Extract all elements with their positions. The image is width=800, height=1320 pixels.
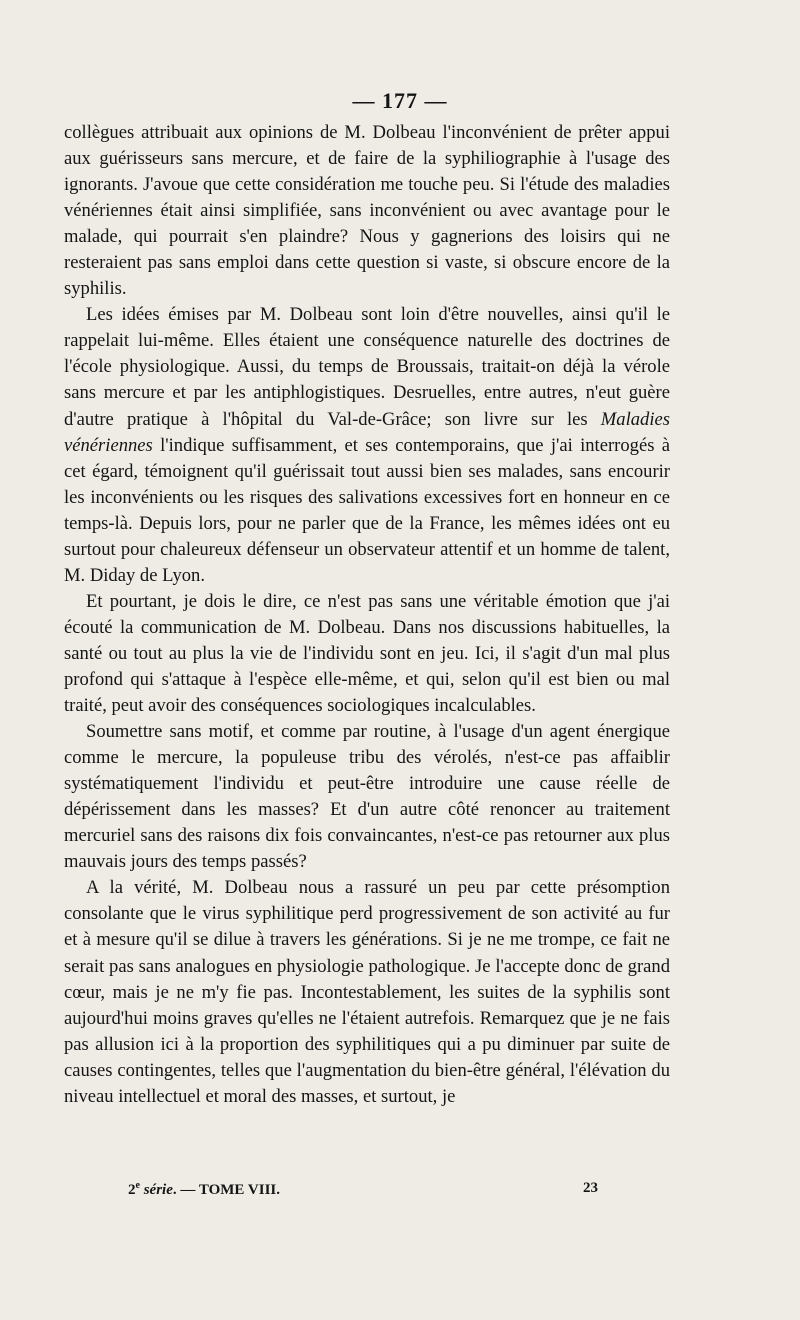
paragraph-5 [64,875,670,1109]
body-text [64,120,670,1110]
page-number: — 177 — [352,88,448,113]
paragraph-text: Les idées émises par M. Dolbeau sont loin d'être nouvelles, ainsi qu'il le rappelait lui-même. Elles étaient une conséquence naturelle des doctrines de l'école physiologique. Aussi, du temps de Broussais, traitait-on déjà la vérole sans mercure et par les antiphlogistiques. Desruelles, entre autres, n'eut guère d'autre pratique à l'hôpital du Val-de-Grâce; son livre sur les [64,304,670,430]
series-word: série [143,1182,173,1198]
series-superscript: e [135,1180,140,1191]
tome-label: . — TOME VIII. [172,1182,280,1198]
series-label [128,1180,280,1199]
paragraph-text: l'indique suffisamment, et ses contemporains, que j'ai interrogés à cet égard, témoignent qu'il guérissait tout aussi bien ses malades, sans encourir les inconvénients ou les risques des salivations excessives fort en honneur en ce temps-là. Depuis lors, pour ne parler que de la France, les mêmes idées ont eu surtout pour chaleureux défenseur un observateur attentif et un homme de talent, M. Diday de Lyon. [64,434,670,586]
paragraph-text: Et pourtant, je dois le dire, ce n'est pas sans une véritable émotion que j'ai écouté la communication de M. Dolbeau. Dans nos discussions habituelles, la santé ou tout au plus la vie de l'individu sont en jeu. Ici, il s'agit d'un mal plus profond qui s'attaque à l'espèce elle-même, et qui, selon qu'il est bien ou mal traité, peut avoir des conséquences sociologiques incalculables. [64,590,670,717]
paragraph-text: collègues attribuait aux opinions de M. Dolbeau l'inconvénient de prêter appui aux guérisseurs sans mercure, et de faire de la syphiliographie à l'usage des ignorants. J'avoue que cette considération me touche peu. Si l'étude des maladies vénériennes était ainsi simplifiée, sans inconvénient ou avec avantage pour le malade, qui pourrait s'en plaindre? Nous y gagnerions des loisirs qui ne resteraient pas sans emploi dans cette question si vaste, si obscure encore de la syphilis. [64,122,670,300]
paragraph-2 [64,302,670,589]
paragraph-3 [64,589,670,719]
book-title: Maladies vénériennes [64,408,670,456]
signature-mark: 23 [583,1180,598,1196]
series-number: 2 [128,1182,136,1198]
paragraph-1 [64,120,670,302]
paragraph-text: Soumettre sans motif, et comme par routine, à l'usage d'un agent énergique comme le mercure, la populeuse tribu des vérolés, n'est-ce pas affaiblir systématiquement l'individu et peut-être introduire une cause réelle de dépérissement dans les masses? Et d'un autre côté renoncer au traitement mercuriel sans des raisons dix fois convaincantes, n'est-ce pas retourner aux plus mauvais jours des temps passés? [64,721,670,873]
paragraph-4 [64,719,670,875]
page-footer [128,1180,598,1199]
paragraph-text: A la vérité, M. Dolbeau nous a rassuré un peu par cette présomption consolante que le virus syphilitique perd progressivement de son activité au fur et à mesure qu'il se dilue à travers les générations. Si je ne me trompe, ce fait ne serait pas sans analogues en physiologie pathologique. Je l'accepte donc de grand cœur, mais je ne m'y fie pas. Incontestablement, les suites de la syphilis sont aujourd'hui moins graves qu'elles ne l'étaient autrefois. Remarquez que je ne fais pas allusion ici à la proportion des syphilitiques qui a pu diminuer par suite de causes contingentes, telles que l'augmentation du bien-être général, l'élévation du niveau intellectuel et moral des masses, et surtout, je [64,877,670,1107]
